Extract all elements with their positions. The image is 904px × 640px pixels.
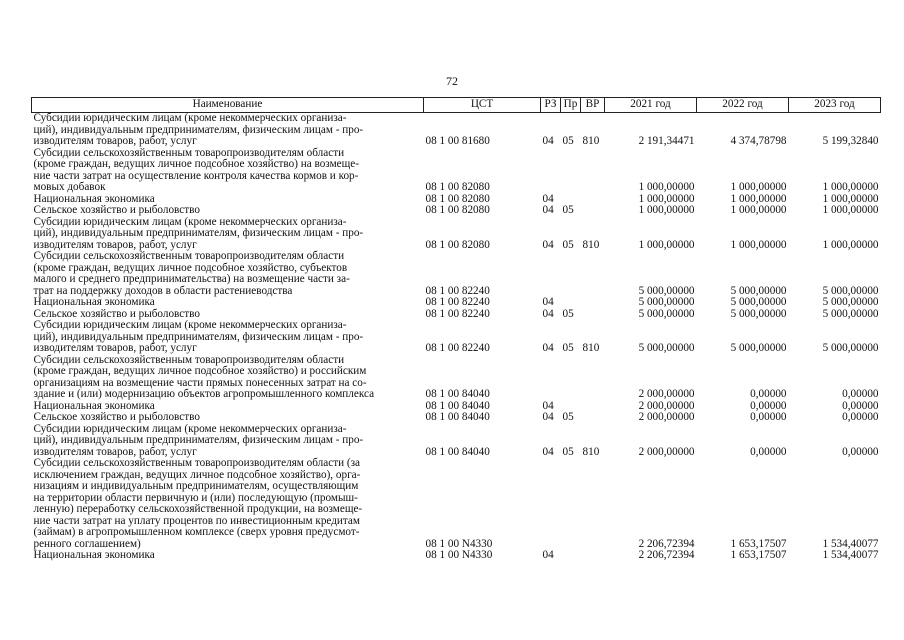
cell-name: Субсидии сельскохозяйственным товаропроизводителям области (за исключением граждан, ведущих личное подсобное хозяйство), орга- низациям и индивидуальным предпринимателям, осуществляющим на территории области первичную и (или) последующую (промыш- ленную) переработку сельскохозяйственной продукции, на возмеще- ние части затрат на уплату процентов по инвестиционным кредитам (займам) в агропромышленном комплексе (сверх уровня предусмот- ренного соглашением): [33, 457, 363, 550]
cell-2023: 1 000,00000: [822, 204, 879, 216]
cell-2023: 1 000,00000: [822, 238, 879, 251]
cell-2021: 2 206,72394: [638, 549, 695, 561]
cell-2021: 2 000,00000: [638, 445, 695, 458]
cell-rz: 04: [542, 307, 554, 320]
table-row: [32, 205, 881, 217]
cell-vr: 810: [582, 135, 600, 147]
cell-2022: 1 000,00000: [730, 204, 787, 216]
cell-pr: 05: [562, 238, 574, 251]
header-rz: РЗ: [541, 98, 561, 113]
table-header-row: [32, 98, 881, 113]
cell-2021: 5 000,00000: [638, 342, 695, 354]
cell-rz: 04: [542, 192, 554, 205]
cell-vr: [581, 194, 605, 206]
header-2023: 2023 год: [789, 98, 881, 113]
cell-pr: 05: [562, 135, 574, 147]
cell-name: Субсидии сельскохозяйственным товаропроизводителям области (кроме граждан, ведущих личное подсобное хозяйство, субъектов малого и среднего предпринимательства) на возмещение части за- трат на поддержку доходов в области растениеводства: [33, 250, 350, 297]
cell-2022: 0,00000: [750, 411, 787, 423]
cell-name: Субсидии юридическим лицам (кроме некоммерческих организа- ций), индивидуальным предпринимателям, физическим лицам - про- изводителям товаров, работ, услуг: [33, 422, 364, 458]
cell-vr: [581, 458, 605, 550]
cell-cst: 08 1 00 82240: [425, 342, 490, 354]
cell-cst: 08 1 00 84040: [425, 445, 490, 458]
cell-2022: 0,00000: [750, 445, 787, 458]
cell-cst: 08 1 00 84040: [425, 399, 490, 412]
cell-name: Сельское хозяйство и рыболовство: [33, 411, 200, 423]
cell-2021: 2 191,34471: [638, 135, 695, 147]
cell-2022: 4 374,78798: [730, 135, 787, 147]
cell-cst: 08 1 00 84040: [425, 388, 490, 400]
cell-2023: 5 000,00000: [822, 296, 879, 308]
cell-vr: 810: [582, 445, 600, 458]
cell-cst: 08 1 00 N4330: [425, 537, 493, 550]
cell-pr: 05: [562, 204, 574, 216]
cell-cst: 08 1 00 82240: [425, 296, 490, 308]
cell-2023: 5 000,00000: [822, 284, 879, 297]
cell-cst: 08 1 00 82240: [425, 307, 490, 320]
cell-cst: 08 1 00 82080: [425, 181, 490, 193]
table-row: [32, 458, 881, 550]
cell-vr: [581, 309, 605, 321]
table-row: [32, 148, 881, 194]
cell-cst: 08 1 00 82080: [425, 204, 490, 216]
cell-2023: 1 000,00000: [822, 181, 879, 193]
cell-pr: [561, 355, 581, 401]
cell-2023: 1 534,40077: [822, 549, 879, 561]
table-row: [32, 412, 881, 424]
cell-vr: [581, 297, 605, 309]
cell-vr: [581, 550, 605, 562]
cell-rz: 04: [542, 238, 554, 251]
cell-2022: 1 000,00000: [730, 181, 787, 193]
cell-2023: 0,00000: [842, 445, 879, 458]
table-row: [32, 217, 881, 252]
header-cst: ЦСТ: [424, 98, 541, 113]
budget-table: [31, 97, 881, 562]
cell-name: Национальная экономика: [33, 296, 155, 308]
header-vr: ВР: [581, 98, 605, 113]
cell-2022: 5 000,00000: [730, 296, 787, 308]
table-row: [32, 113, 881, 148]
cell-2022: 0,00000: [750, 399, 787, 412]
cell-name: Сельское хозяйство и рыболовство: [33, 204, 200, 216]
cell-2021: 2 000,00000: [638, 411, 695, 423]
cell-2022: 5 000,00000: [730, 307, 787, 320]
cell-name: Национальная экономика: [33, 192, 155, 205]
cell-2022: 1 653,17507: [730, 537, 787, 550]
cell-pr: [561, 148, 581, 194]
cell-2023: 5 000,00000: [822, 342, 879, 354]
page-number: 72: [446, 74, 458, 88]
cell-cst: 08 1 00 81680: [425, 135, 490, 147]
cell-rz: [541, 458, 561, 550]
table-row: [32, 550, 881, 562]
cell-vr: [581, 355, 605, 401]
cell-vr: [581, 412, 605, 424]
table-row: [32, 424, 881, 459]
cell-2021: 1 000,00000: [638, 238, 695, 251]
cell-2021: 2 206,72394: [638, 537, 695, 550]
cell-pr: 05: [562, 445, 574, 458]
cell-2022: 1 000,00000: [730, 238, 787, 251]
header-2021: 2021 год: [605, 98, 697, 113]
cell-pr: [561, 458, 581, 550]
cell-vr: [581, 205, 605, 217]
cell-2022: 0,00000: [750, 388, 787, 400]
cell-2023: 1 000,00000: [822, 192, 879, 205]
header-pr: Пр: [561, 98, 581, 113]
cell-2021: 1 000,00000: [638, 192, 695, 205]
cell-rz: [541, 251, 561, 297]
cell-vr: [581, 251, 605, 297]
cell-2023: 5 000,00000: [822, 307, 879, 320]
cell-rz: 04: [542, 135, 554, 147]
cell-2021: 2 000,00000: [638, 388, 695, 400]
cell-name: Субсидии сельскохозяйственным товаропроизводителям области (кроме граждан, ведущих личное подсобное хозяйство) и российским организациям на возмещение части прямых понесенных затрат на со- здание и (или) модернизацию объектов агропромышленного комплекса: [33, 353, 375, 400]
cell-vr: [581, 148, 605, 194]
cell-2022: 5 000,00000: [730, 284, 787, 297]
cell-cst: 08 1 00 84040: [425, 411, 490, 423]
cell-name: Субсидии сельскохозяйственным товаропроизводителям области (кроме граждан, ведущих личное подсобное хозяйство) на возмеще- ние части затрат на осуществление контроля качества кормов и кор- мовых добавок: [33, 146, 359, 193]
cell-rz: 04: [542, 445, 554, 458]
header-2022: 2022 год: [697, 98, 789, 113]
cell-name: Субсидии юридическим лицам (кроме некоммерческих организа- ций), индивидуальным предпринимателям, физическим лицам - про- изводителям товаров, работ, услуг: [33, 112, 364, 147]
cell-pr: 05: [562, 307, 574, 320]
cell-name: Национальная экономика: [33, 549, 155, 561]
cell-2021: 1 000,00000: [638, 204, 695, 216]
table-row: [32, 297, 881, 309]
cell-rz: 04: [542, 296, 554, 308]
header-name: Наименование: [32, 98, 424, 113]
cell-rz: 04: [542, 399, 554, 412]
cell-pr: [561, 297, 581, 309]
cell-2023: 1 534,40077: [822, 537, 879, 550]
table-row: [32, 251, 881, 297]
cell-cst: 08 1 00 82080: [425, 238, 490, 251]
cell-2021: 2 000,00000: [638, 399, 695, 412]
cell-name: Субсидии юридическим лицам (кроме некоммерческих организа- ций), индивидуальным предпринимателям, физическим лицам - про- изводителям товаров, работ, услуг: [33, 319, 364, 354]
cell-2022: 5 000,00000: [730, 342, 787, 354]
cell-vr: 810: [582, 342, 600, 354]
cell-rz: [541, 148, 561, 194]
cell-2023: 0,00000: [842, 411, 879, 423]
cell-cst: 08 1 00 N4330: [425, 549, 493, 561]
cell-cst: 08 1 00 82080: [425, 192, 490, 205]
cell-cst: 08 1 00 82240: [425, 284, 490, 297]
cell-name: Сельское хозяйство и рыболовство: [33, 307, 200, 320]
cell-vr: [581, 401, 605, 413]
cell-2021: 1 000,00000: [638, 181, 695, 193]
table-row: [32, 355, 881, 401]
table-row: [32, 320, 881, 355]
cell-2022: 1 653,17507: [730, 549, 787, 561]
cell-rz: 04: [542, 549, 554, 561]
cell-name: Национальная экономика: [33, 399, 155, 412]
cell-pr: [561, 550, 581, 562]
cell-2022: 1 000,00000: [730, 192, 787, 205]
cell-2023: 0,00000: [842, 388, 879, 400]
cell-pr: [561, 251, 581, 297]
cell-2023: 5 199,32840: [822, 135, 879, 147]
cell-vr: 810: [582, 238, 600, 251]
cell-name: Субсидии юридическим лицам (кроме некоммерческих организа- ций), индивидуальным предпринимателям, физическим лицам - про- изводителям товаров, работ, услуг: [33, 215, 364, 251]
cell-2021: 5 000,00000: [638, 307, 695, 320]
cell-2021: 5 000,00000: [638, 296, 695, 308]
cell-pr: 05: [562, 342, 574, 354]
cell-rz: 04: [542, 204, 554, 216]
cell-rz: 04: [542, 411, 554, 423]
cell-rz: [541, 355, 561, 401]
cell-2023: 0,00000: [842, 399, 879, 412]
cell-pr: 05: [562, 411, 574, 423]
cell-2021: 5 000,00000: [638, 284, 695, 297]
cell-rz: 04: [542, 342, 554, 354]
